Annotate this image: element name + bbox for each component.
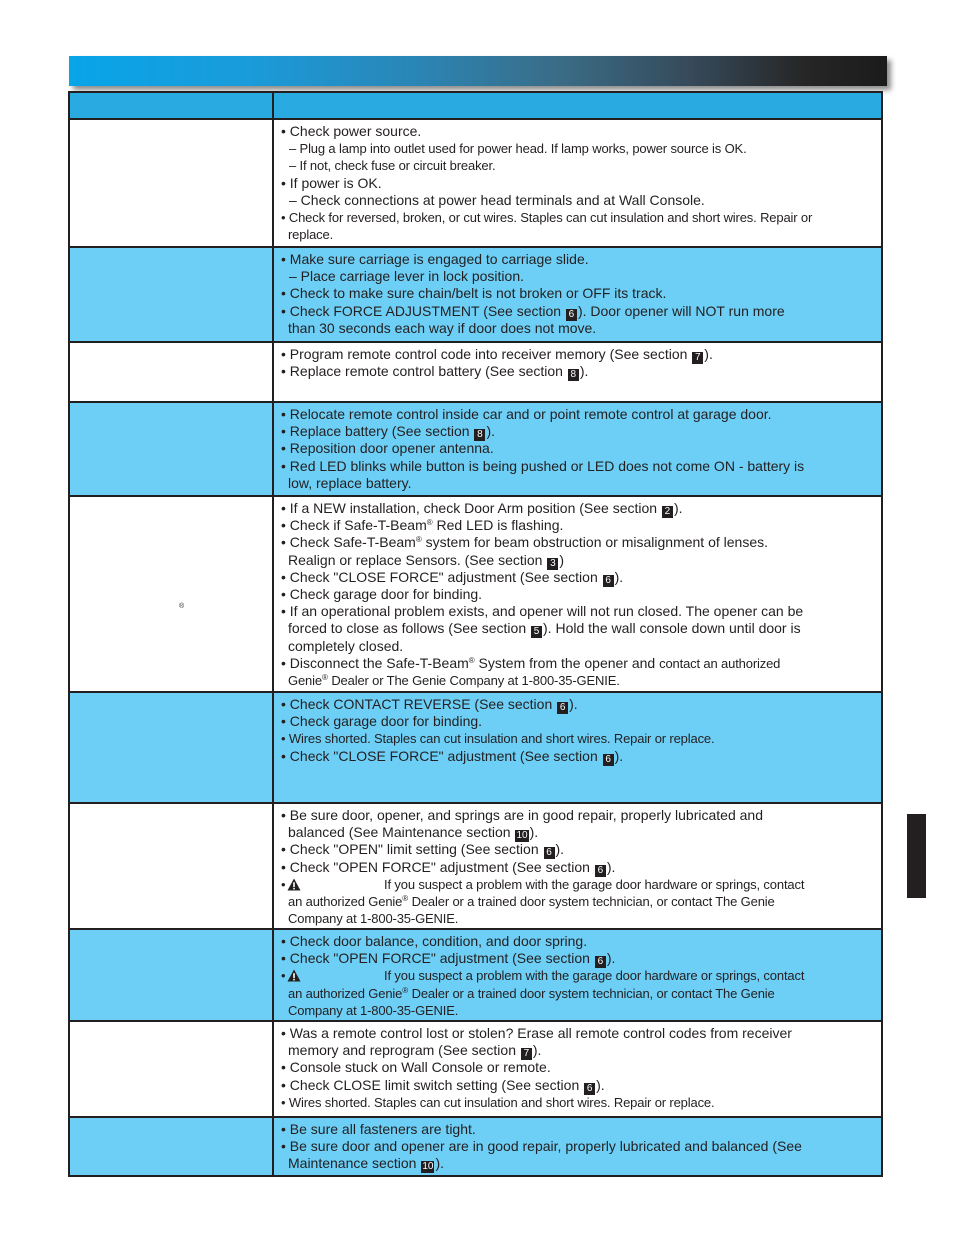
line-text: Realign or replace Sensors. (See section: [288, 551, 547, 568]
section-badge: 6: [544, 847, 555, 859]
line-text: Company at 1-800-35-GENIE.: [288, 911, 459, 927]
table-row: [70, 118, 881, 246]
line-text: • Red LED blinks while button is being pushed or LED does not come ON - battery is: [281, 457, 805, 474]
solution-line: [274, 440, 881, 457]
table-row: [70, 246, 881, 341]
solution-line: [274, 320, 881, 337]
line-text: • Be sure all fasteners are tight.: [281, 1121, 476, 1137]
solution-line: [274, 859, 881, 876]
line-text: ).: [569, 696, 578, 712]
solution-line: [274, 123, 881, 140]
solution-line: [274, 1077, 881, 1094]
line-text: – Place carriage lever in lock position.: [289, 268, 525, 285]
section-badge: 6: [557, 702, 568, 714]
troubleshooting-table: [68, 91, 883, 1177]
line-text: • Check garage door for binding.: [281, 585, 483, 602]
solution-line: [274, 933, 881, 950]
solution-line: [274, 1094, 881, 1111]
line-text: ). Door opener will NOT run more: [577, 302, 785, 319]
solution-line: [274, 226, 881, 243]
solution-line: [274, 620, 881, 637]
solution-line: [274, 423, 881, 440]
solution-line: [274, 1002, 881, 1019]
solution-line: [274, 552, 881, 569]
line-text: • If an operational problem exists, and opener will not run closed. The opener can be: [281, 603, 804, 620]
line-text: ). Hold the wall console down until door is: [543, 620, 801, 637]
solution-line: [274, 638, 881, 655]
solution-line: [274, 406, 881, 423]
line-text: • Program remote control code into receiver memory (See section: [281, 346, 692, 362]
problem-cell: [70, 343, 274, 401]
line-text: • Was a remote control lost or stolen? Erase all remote control codes from receiver: [281, 1025, 792, 1041]
section-badge: 2: [662, 506, 673, 518]
solution-line: [274, 346, 881, 363]
line-text: • Check Safe-T-Beam: [281, 534, 416, 551]
line-text: contact an authorized: [659, 655, 781, 671]
line-text: ).: [555, 841, 565, 858]
section-badge: 6: [595, 865, 606, 877]
solution-line: [274, 209, 881, 226]
line-text: ).: [596, 1076, 605, 1093]
line-text: system for beam obstruction or misalignment of lenses.: [421, 534, 769, 551]
solution-cell: [274, 930, 881, 1020]
line-text: • Check CLOSE limit switch setting (See section: [281, 1076, 584, 1093]
section-badge: 6: [595, 956, 606, 968]
solution-line: [274, 157, 881, 174]
line-text: • Check if Safe-T-Beam: [281, 517, 427, 534]
line-text: than 30 seconds each way if door does not move.: [288, 319, 597, 336]
solution-line: [274, 586, 881, 603]
registered-mark: ®: [179, 603, 185, 610]
solution-line: [274, 175, 881, 192]
line-text: ).: [673, 500, 683, 516]
problem-cell: [70, 120, 274, 246]
line-text: • Wires shorted. Staples can cut insulation and short wires. Repair or replace.: [281, 731, 715, 747]
line-text: Maintenance section: [288, 1155, 421, 1172]
solution-cell: [274, 497, 881, 691]
problem-cell: [70, 497, 274, 691]
section-badge: 6: [603, 575, 614, 587]
solution-line: [274, 285, 881, 302]
line-text: Red LED is flashing.: [432, 517, 564, 534]
solution-cell: [274, 693, 881, 802]
solution-line: [274, 517, 881, 534]
section-badge: 3: [547, 558, 558, 570]
line-text: • Check door balance, condition, and door spring.: [281, 933, 588, 949]
line-text: • Wires shorted. Staples can cut insulation and short wires. Repair or replace.: [281, 1094, 715, 1110]
line-text: ): [559, 551, 565, 568]
registered-mark: ®: [402, 893, 409, 903]
solution-cell: [274, 248, 881, 341]
solution-cell: [274, 1118, 881, 1175]
line-text: ).: [606, 858, 616, 875]
section-badge: 6: [603, 754, 614, 766]
line-text: – Check connections at power head terminals and at Wall Console.: [289, 191, 705, 208]
line-text: an authorized Genie: [288, 893, 403, 909]
table-row: [70, 1116, 881, 1175]
section-badge: 6: [584, 1083, 595, 1095]
solution-line: [274, 475, 881, 492]
solution-line: [274, 192, 881, 209]
section-badge: 10: [422, 1161, 434, 1173]
table-row: [70, 341, 881, 401]
registered-mark: ®: [321, 672, 328, 682]
section-badge: 6: [566, 309, 577, 321]
warning-triangle-icon: [287, 878, 301, 891]
solution-line: [274, 140, 881, 157]
line-text: Dealer or a trained door system technician, or contact The Genie: [408, 893, 775, 909]
solution-line: [274, 1138, 881, 1155]
section-badge: 7: [521, 1048, 532, 1060]
section-badge: 10: [516, 830, 528, 842]
solution-line: [274, 672, 881, 689]
line-text: • Check FORCE ADJUSTMENT (See section: [281, 302, 565, 319]
line-text: • Disconnect the Safe-T-Beam: [281, 654, 469, 671]
solution-line: [274, 534, 881, 551]
solution-line: [274, 500, 881, 517]
line-text: ).: [529, 824, 539, 841]
line-text: If you suspect a problem with the garage door hardware or springs, contact: [384, 968, 805, 984]
warning-triangle-icon: [287, 969, 301, 982]
line-text: • Check "OPEN" limit setting (See section: [281, 841, 543, 858]
line-text: System from the opener and: [474, 654, 660, 671]
table-row: [70, 928, 881, 1020]
solution-line: [274, 1042, 881, 1059]
line-text: ).: [614, 747, 624, 764]
solution-line: [274, 303, 881, 320]
line-text: – If not, check fuse or circuit breaker.: [289, 158, 496, 174]
solution-line: [274, 985, 881, 1002]
registered-mark: ®: [468, 655, 475, 665]
line-text: • Check "CLOSE FORCE" adjustment (See section: [281, 568, 602, 585]
problem-cell: [70, 1022, 274, 1116]
problem-cell: [70, 403, 274, 495]
problem-cell: [70, 1118, 274, 1175]
line-text: • Check "OPEN FORCE" adjustment (See section: [281, 858, 594, 875]
line-text: Genie: [288, 672, 322, 688]
line-text: • If power is OK.: [281, 174, 382, 191]
solution-line: [274, 950, 881, 967]
solution-cell: [274, 804, 881, 928]
line-text: ).: [614, 568, 624, 585]
solution-cell: [274, 120, 881, 246]
solution-line: [274, 713, 881, 730]
line-text: If you suspect a problem with the garage door hardware or springs, contact: [384, 876, 805, 892]
table-row: [70, 691, 881, 802]
line-text: • Replace remote control battery (See section: [281, 363, 567, 380]
solution-line: [274, 1059, 881, 1076]
line-text: • Make sure carriage is engaged to carriage slide.: [281, 251, 589, 267]
solution-line: [274, 569, 881, 586]
section-badge: 7: [692, 352, 703, 364]
line-text: • Be sure door and opener are in good repair, properly lubricated and balanced (See: [281, 1138, 802, 1155]
solution-cell: [274, 343, 881, 401]
line-text: ).: [579, 363, 589, 380]
solution-line: [274, 458, 881, 475]
solution-line: [274, 876, 881, 893]
header-problem-cell: [70, 93, 274, 118]
section-side-tab: [907, 814, 926, 898]
line-text: •: [281, 968, 286, 984]
table-row: [70, 1020, 881, 1116]
line-text: completely closed.: [288, 637, 404, 654]
line-text: forced to close as follows (See section: [288, 620, 531, 637]
line-text: ).: [606, 950, 616, 967]
section-badge: 8: [474, 429, 485, 441]
solution-line: [274, 251, 881, 268]
line-text: • Check to make sure chain/belt is not broken or OFF its track.: [281, 285, 667, 302]
table-row: [70, 802, 881, 928]
line-text: low, replace battery.: [288, 474, 412, 491]
line-text: ).: [435, 1155, 444, 1172]
line-text: an authorized Genie: [288, 985, 403, 1001]
line-text: replace.: [288, 227, 334, 243]
line-text: • Relocate remote control inside car and or point remote control at garage door.: [281, 406, 772, 422]
problem-cell: [70, 693, 274, 802]
problem-cell: [70, 248, 274, 341]
solution-line: [274, 1025, 881, 1042]
solution-line: [274, 910, 881, 927]
solution-line: [274, 1155, 881, 1172]
table-row: [70, 495, 881, 691]
line-text: Company at 1-800-35-GENIE.: [288, 1002, 459, 1018]
line-text: ).: [532, 1042, 542, 1059]
solution-cell: [274, 403, 881, 495]
line-text: • Check "OPEN FORCE" adjustment (See section: [281, 950, 594, 967]
line-text: • Reposition door opener antenna.: [281, 440, 494, 457]
solution-line: [274, 696, 881, 713]
solution-line: [274, 824, 881, 841]
line-text: Dealer or The Genie Company at 1-800-35-GENIE.: [327, 672, 620, 688]
line-text: • Check for reversed, broken, or cut wires. Staples can cut insulation and short wires. Repair or: [281, 209, 813, 225]
problem-cell: [70, 930, 274, 1020]
solution-line: [274, 730, 881, 747]
line-text: – Plug a lamp into outlet used for power head. If lamp works, power source is OK.: [289, 141, 747, 157]
line-text: • Be sure door, opener, and springs are in good repair, properly lubricated and: [281, 807, 763, 823]
problem-cell: [70, 804, 274, 928]
solution-line: [274, 893, 881, 910]
line-text: • Check "CLOSE FORCE" adjustment (See section: [281, 747, 602, 764]
registered-mark: ®: [402, 985, 409, 995]
line-text: ).: [486, 423, 496, 440]
solution-line: [274, 655, 881, 672]
section-badge: 8: [568, 369, 579, 381]
table-header-row: [70, 93, 881, 118]
registered-mark: ®: [426, 518, 433, 528]
solution-line: [274, 603, 881, 620]
line-text: ).: [704, 346, 713, 362]
solution-line: [274, 967, 881, 984]
line-text: balanced (See Maintenance section: [288, 824, 515, 841]
header-solution-cell: [274, 93, 881, 118]
section-badge: 5: [531, 626, 542, 638]
line-text: • Console stuck on Wall Console or remote.: [281, 1059, 551, 1076]
solution-line: [274, 1121, 881, 1138]
solution-line: [274, 363, 881, 380]
line-text: Dealer or a trained door system technician, or contact The Genie: [408, 985, 775, 1001]
line-text: • Replace battery (See section: [281, 423, 474, 440]
solution-line: [274, 841, 881, 858]
registered-mark: ®: [415, 535, 422, 545]
line-text: memory and reprogram (See section: [288, 1042, 520, 1059]
solution-line: [274, 268, 881, 285]
title-banner: [69, 56, 887, 86]
line-text: • Check power source.: [281, 123, 422, 139]
solution-line: [274, 807, 881, 824]
solution-line: [274, 748, 881, 765]
line-text: •: [281, 876, 286, 892]
table-row: [70, 401, 881, 495]
line-text: • Check garage door for binding.: [281, 713, 483, 730]
line-text: • If a NEW installation, check Door Arm position (See section: [281, 500, 661, 516]
solution-cell: [274, 1022, 881, 1116]
line-text: • Check CONTACT REVERSE (See section: [281, 696, 557, 712]
